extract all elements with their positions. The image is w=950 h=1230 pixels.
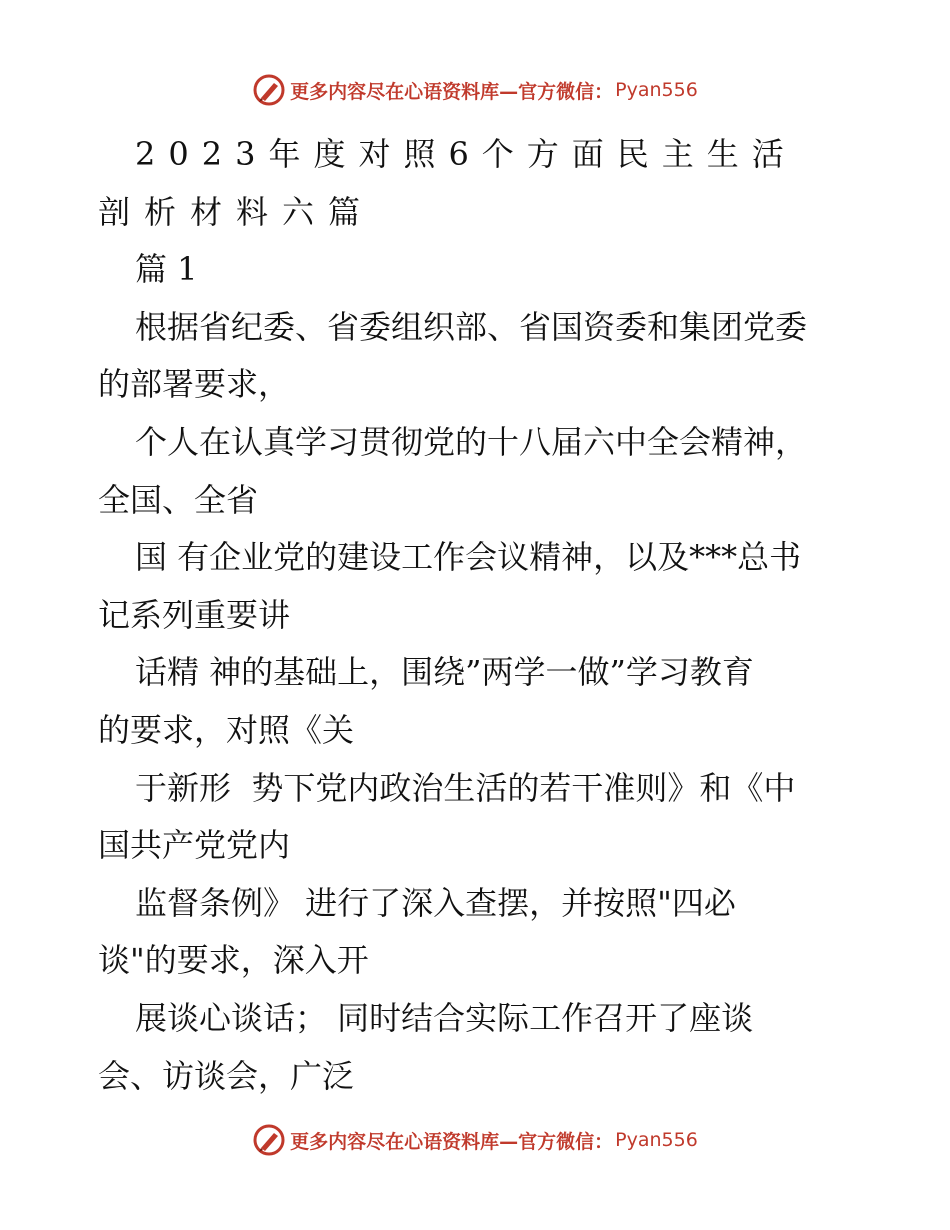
pen-logo-icon	[252, 1123, 286, 1157]
banner-wechat-id: Pyan556	[615, 79, 698, 101]
paragraph-line: 的要求，对照《关	[98, 710, 355, 749]
paragraph-line: 展谈心谈话； 同时结合实际工作召开了座谈	[135, 998, 754, 1037]
paragraph-line: 国共产党党内	[98, 826, 291, 865]
section-heading: 篇 1	[135, 250, 198, 289]
footer-watermark-banner	[0, 1120, 950, 1160]
banner-wechat-id: Pyan556	[615, 1129, 698, 1151]
paragraph-line: 根据省纪委、省委组织部、省国资委和集团党委	[135, 307, 808, 346]
header-watermark-banner	[0, 70, 950, 110]
paragraph-line: 全国、全省	[98, 480, 259, 519]
paragraph-line: 于新形 势下党内政治生活的若干准则》和《中	[135, 768, 796, 807]
paragraph-line: 监督条例》 进行了深入查摆，并按照"四必	[135, 883, 736, 922]
paragraph-line: 会、访谈会，广泛	[98, 1056, 355, 1095]
document-title-line-2: 剖析材料六篇	[98, 192, 375, 231]
paragraph-line: 话精 神的基础上，围绕”两学一做”学习教育	[135, 653, 754, 692]
paragraph-line: 国 有企业党的建设工作会议精神，以及***总书	[135, 538, 802, 577]
paragraph-line: 谈"的要求，深入开	[98, 941, 369, 980]
paragraph-line: 的部署要求，	[98, 365, 291, 404]
pen-logo-icon	[252, 73, 286, 107]
document-body	[98, 126, 858, 1105]
paragraph-line: 记系列重要讲	[98, 595, 291, 634]
banner-text: 更多内容尽在心语资料库—官方微信：	[290, 80, 614, 103]
document-title-line-1: 2023年度对照6个方面民主生活	[135, 135, 797, 173]
banner-text: 更多内容尽在心语资料库—官方微信：	[290, 1130, 614, 1153]
paragraph-line: 个人在认真学习贯彻党的十八届六中全会精神，	[135, 422, 808, 461]
